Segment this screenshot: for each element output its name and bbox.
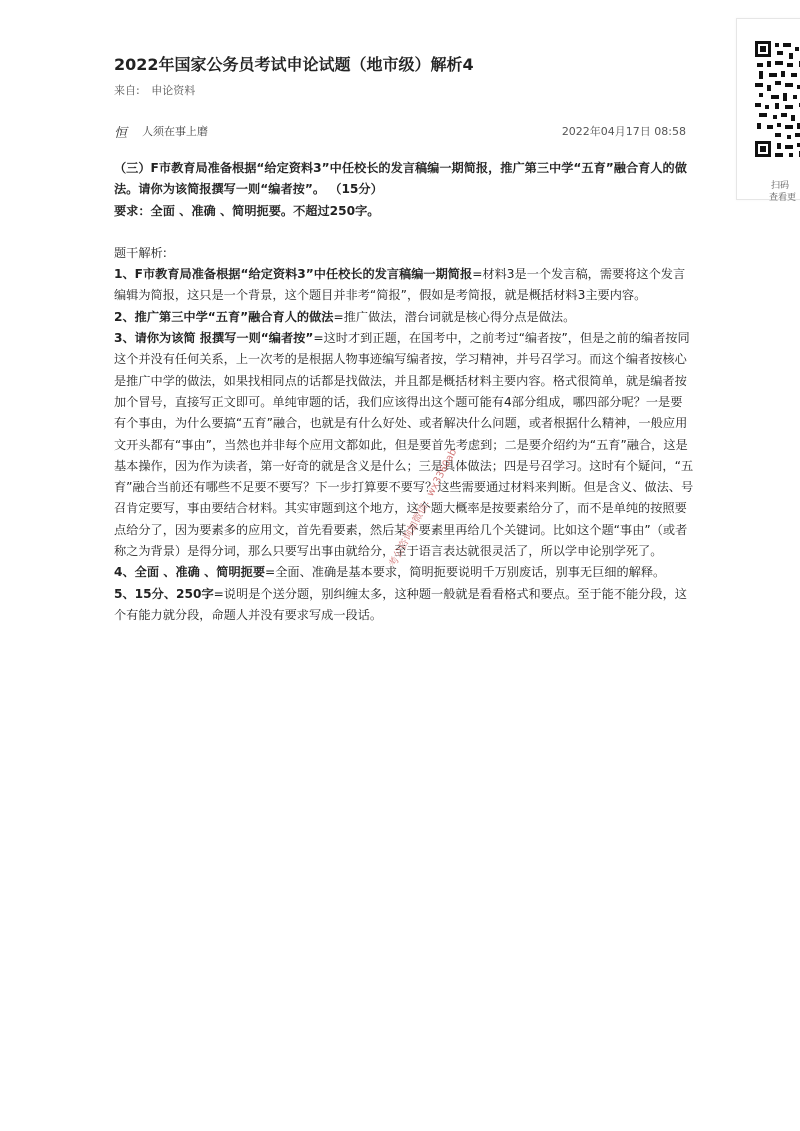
analysis-item — [114, 584, 694, 627]
question-requirement: 要求：全面 、准确 、简明扼要。不超过250字。 — [114, 203, 380, 218]
analysis-item-lead: 5、15分、250字 — [114, 586, 214, 601]
analysis-item-lead: 3、请你为该简 报撰写一则“编者按” — [114, 331, 314, 346]
author-logo-icon: 恒 — [114, 126, 128, 141]
analysis-item-body: =推广做法，潜台词就是核心得分点是做法。 — [333, 309, 576, 324]
qr-caption-line: 扫码 — [771, 181, 790, 191]
analysis-item — [114, 562, 694, 583]
watermark: 考公咨询加微信：wx3360ab — [387, 447, 460, 570]
publish-date: 2022年04月17日 08:58 — [561, 125, 686, 138]
source-label: 来自: — [114, 84, 140, 97]
analysis-item-body: =材料3是一个发言稿，需要将这个发言编辑为简报，这只是一个背景，这个题目并非考“简报”，假如是考简报，就是概括材料3主要内容。 — [114, 267, 686, 303]
analysis-item-lead: 2、推广第三中学“五育”融合育人的做法 — [114, 309, 334, 324]
qr-caption-line: 查看更 — [769, 193, 797, 203]
analysis-item-body: =说明是个送分题，别纠缠太多，这种题一般就是看看格式和要点。至于能不能分段，这个有能力就分段，命题人并没有要求写成一段话。 — [114, 586, 687, 622]
qr-code-icon[interactable] — [755, 41, 800, 159]
qr-caption — [771, 180, 796, 204]
analysis-heading: 题干解析: — [114, 245, 167, 260]
question-text: （三）F市教育局准备根据“给定资料3”中任校长的发言稿编一期简报，推广第三中学“五育”融合育人的做法。请你为该简报撰写一则“编者按”。 （15分） — [114, 161, 687, 197]
analysis-item-body: =这时才到正题，在国考中，之前考过“编者按”，但是之前的编者按同这个并没有任何关系，上一次考的是根据人物事迹编写编者按，学习精神，并号召学习。而这个编者按核心是推广中学的做法，如果找相同点的话都是找做法，并且都是概括材料主要内容。格式很简单，就是编者按加个冒号，直接写正文即可。单纯审题的话，我们应该得出这个题可能有4部分组成，哪四部分呢？一是要有个事由，为什么要搞“五育”融合，也就是有什么好处、或者解决什么问题，或者根据什么精神，一般应用文开头都有“事由”，当然也并非每个应用文都如此，但是要首先考虑到；二是要介绍约为“五育”融合，这是基本操作，因为作为读者，第一好奇的就是含义是什么；三是具体做法；四是号召学习。这时有个疑问，“五育”融合当前还有哪些不足要不要写？下一步打算要不要写？这些需要通过材料来判断。但是含义、做法、号召肯定要写，事由要结合材料。其实审题到这个地方，这个题大概率是按要素给分了，而不是单纯的按照要点给分了，因为要素多的应用文，首先看要素，然后某个要素里再给几个关键词。比如这个题“事由”（或者称之为背景）是得分词，那么只要写出事由就给分，至于语言表达就很灵活了，所以学申论别学死了。 — [114, 331, 694, 559]
author-row — [114, 122, 686, 140]
analysis-item-body: =全面、准确是基本要求，简明扼要说明千万别废话，别事无巨细的解释。 — [265, 565, 666, 580]
analysis-item — [114, 264, 694, 307]
analysis-item — [114, 307, 694, 328]
analysis-item-lead: 1、F市教育局准备根据“给定资料3”中任校长的发言稿编一期简报 — [114, 267, 473, 282]
article-title: 2022年国家公务员考试申论试题（地市级）解析4 — [114, 55, 474, 74]
qr-card — [736, 18, 800, 203]
author-name[interactable]: 人须在事上磨 — [142, 125, 208, 138]
analysis-item-lead: 4、全面 、准确 、简明扼要 — [114, 565, 266, 580]
source-link[interactable]: 申论资料 — [151, 84, 196, 97]
source-line — [114, 82, 203, 98]
